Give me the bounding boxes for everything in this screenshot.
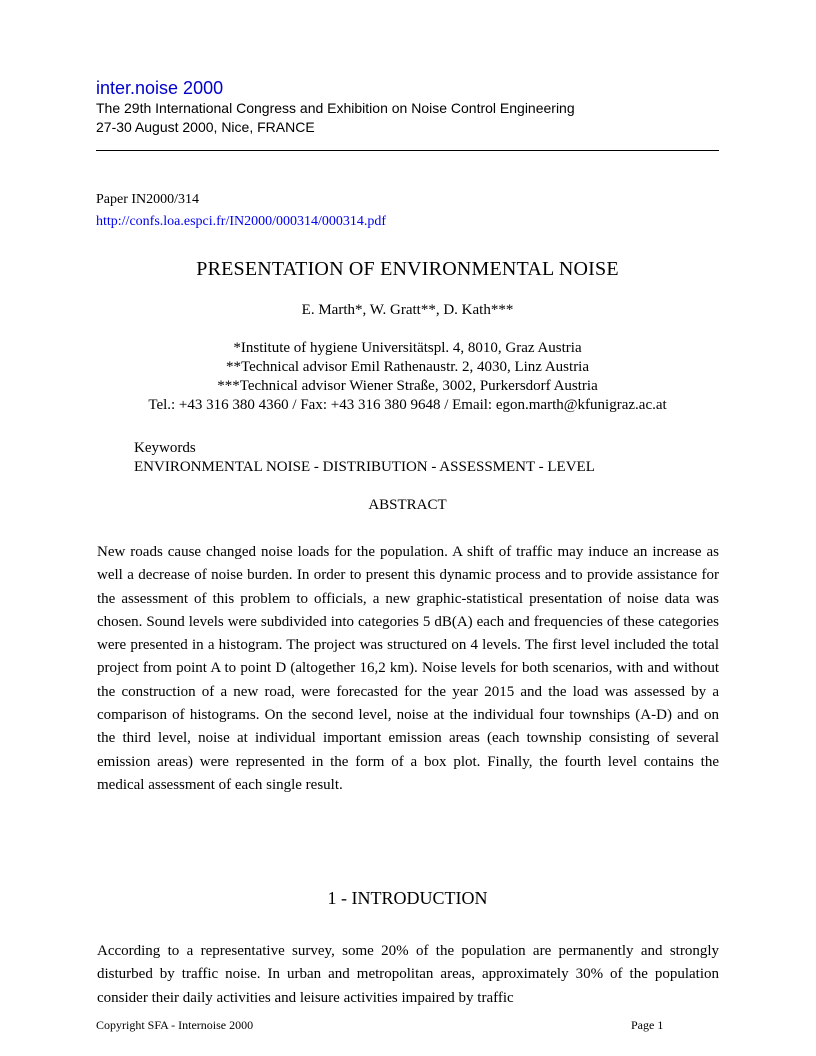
footer-copyright: Copyright SFA - Internoise 2000: [96, 1018, 254, 1032]
page-number: Page 1: [631, 1018, 664, 1032]
affiliation-3: ***Technical advisor Wiener Straße, 3002, Purkersdorf Austria: [217, 378, 598, 394]
authors: E. Marth*, W. Gratt**, D. Kath***: [301, 302, 514, 318]
contact-info: Tel.: +43 316 380 4360 / Fax: +43 316 380 9648 / Email: egon.marth@kfunigraz.ac.at: [148, 397, 667, 413]
paper-url-link[interactable]: http://confs.loa.espci.fr/IN2000/000314/000314.pdf: [96, 214, 387, 229]
keywords-label: Keywords: [134, 440, 196, 456]
header-divider: [96, 150, 719, 151]
abstract-heading: ABSTRACT: [368, 497, 447, 513]
affiliation-2: **Technical advisor Emil Rathenaustr. 2, 4030, Linz Austria: [225, 359, 590, 375]
paper-id: Paper IN2000/314: [96, 192, 200, 207]
keywords-list: ENVIRONMENTAL NOISE - DISTRIBUTION - ASSESSMENT - LEVEL: [134, 459, 595, 475]
congress-name: The 29th International Congress and Exhibition on Noise Control Engineering: [96, 100, 575, 116]
paper-title: PRESENTATION OF ENVIRONMENTAL NOISE: [196, 258, 619, 280]
introduction-text: According to a representative survey, some 20% of the population are permanently and strongly disturbed by traffic noise. In urban and metropolitan areas, approximately 30% of the population consider their daily activities and leisure activities impaired by traffic: [97, 943, 719, 1006]
affiliation-1: *Institute of hygiene Universitätspl. 4, 8010, Graz Austria: [233, 340, 582, 356]
conference-name: inter.noise 2000: [96, 78, 224, 98]
conference-dates: 27-30 August 2000, Nice, FRANCE: [96, 119, 315, 135]
introduction-heading: 1 - INTRODUCTION: [327, 888, 488, 908]
abstract-text: New roads cause changed noise loads for the population. A shift of traffic may induce an increase as well a decrease of noise burden. In order to present this dynamic process and to provide assistance for the assessment of this problem to officials, a new graphic-statistical presentation of noise data was chosen. Sound levels were subdivided into categories 5 dB(A) each and frequencies of these categories were presented in a histogram. The project was structured on 4 levels. The first level included the total project from point A to point D (altogether 16,2 km). Noise levels for both scenarios, with and without the construction of a new road, were forecasted for the year 2015 and the load was assessed by a comparison of histograms. On the second level, noise at the individual four townships (A-D) and on the third level, noise at individual important emission areas (each township consisting of several emission areas) were represented in the form of a box plot. Finally, the fourth level contains the medical assessment of each single result.: [97, 544, 719, 793]
